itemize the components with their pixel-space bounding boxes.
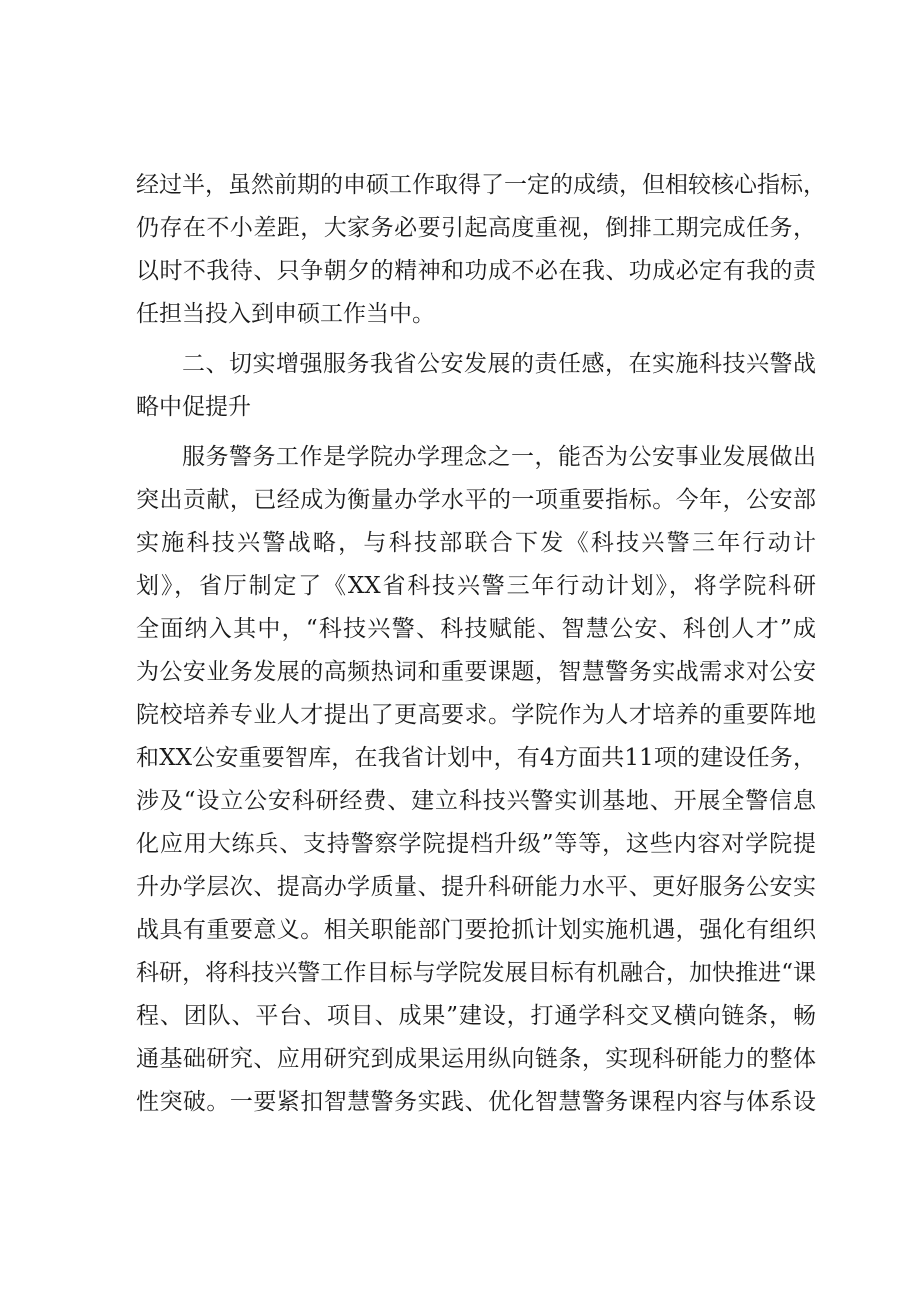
paragraph-1-line-4: 任担当投入到申硕工作当中。 xyxy=(136,301,435,327)
paragraph-2-line-8: 和XX公安重要智库，在我省计划中，有4方面共11项的建设任务， xyxy=(136,745,816,771)
paragraph-2-line-14: 程、团队、平台、项目、成果”建设，打通学科交叉横向链条，畅 xyxy=(136,1003,816,1029)
paragraph-2-line-11: 升办学层次、提高办学质量、提升科研能力水平、更好服务公安实 xyxy=(136,874,816,900)
paragraph-2-line-16: 性突破。一要紧扣智慧警务实践、优化智慧警务课程内容与体系设 xyxy=(136,1089,816,1115)
paragraph-2-line-2: 突出贡献，已经成为衡量办学水平的一项重要指标。今年，公安部 xyxy=(136,487,816,513)
paragraph-2-line-3: 实施科技兴警战略，与科技部联合下发《科技兴警三年行动计 xyxy=(136,530,816,556)
paragraph-2-line-13: 科研，将科技兴警工作目标与学院发展目标有机融合，加快推进“课 xyxy=(136,960,816,986)
section-heading-line-2: 略中促提升 xyxy=(136,394,251,420)
paragraph-2-line-12: 战具有重要意义。相关职能部门要抢抓计划实施机遇，强化有组织 xyxy=(136,917,816,943)
paragraph-2-line-15: 通基础研究、应用研究到成果运用纵向链条，实现科研能力的整体 xyxy=(136,1046,816,1072)
paragraph-1-line-1: 经过半，虽然前期的申硕工作取得了一定的成绩，但相较核心指标， xyxy=(136,172,826,198)
paragraph-2-line-7: 院校培养专业人才提出了更高要求。学院作为人才培养的重要阵地 xyxy=(136,702,816,728)
paragraph-2-line-9: 涉及“设立公安科研经费、建立科技兴警实训基地、开展全警信息 xyxy=(136,788,816,814)
paragraph-1-line-3: 以时不我待、只争朝夕的精神和功成不必在我、功成必定有我的责 xyxy=(136,258,816,284)
paragraph-2-line-4: 划》，省厅制定了《XX省科技兴警三年行动计划》，将学院科研 xyxy=(136,573,816,599)
paragraph-2-line-1: 服务警务工作是学院办学理念之一，能否为公安事业发展做出 xyxy=(182,444,816,470)
section-heading-line-1: 二、切实增强服务我省公安发展的责任感，在实施科技兴警战 xyxy=(182,351,816,377)
paragraph-2-line-5: 全面纳入其中，“科技兴警、科技赋能、智慧公安、科创人才”成 xyxy=(136,616,816,642)
paragraph-1-line-2: 仍存在不小差距，大家务必要引起高度重视，倒排工期完成任务， xyxy=(136,215,816,241)
paragraph-2-line-10: 化应用大练兵、支持警察学院提档升级”等等，这些内容对学院提 xyxy=(136,831,816,857)
paragraph-2-line-6: 为公安业务发展的高频热词和重要课题，智慧警务实战需求对公安 xyxy=(136,659,816,685)
